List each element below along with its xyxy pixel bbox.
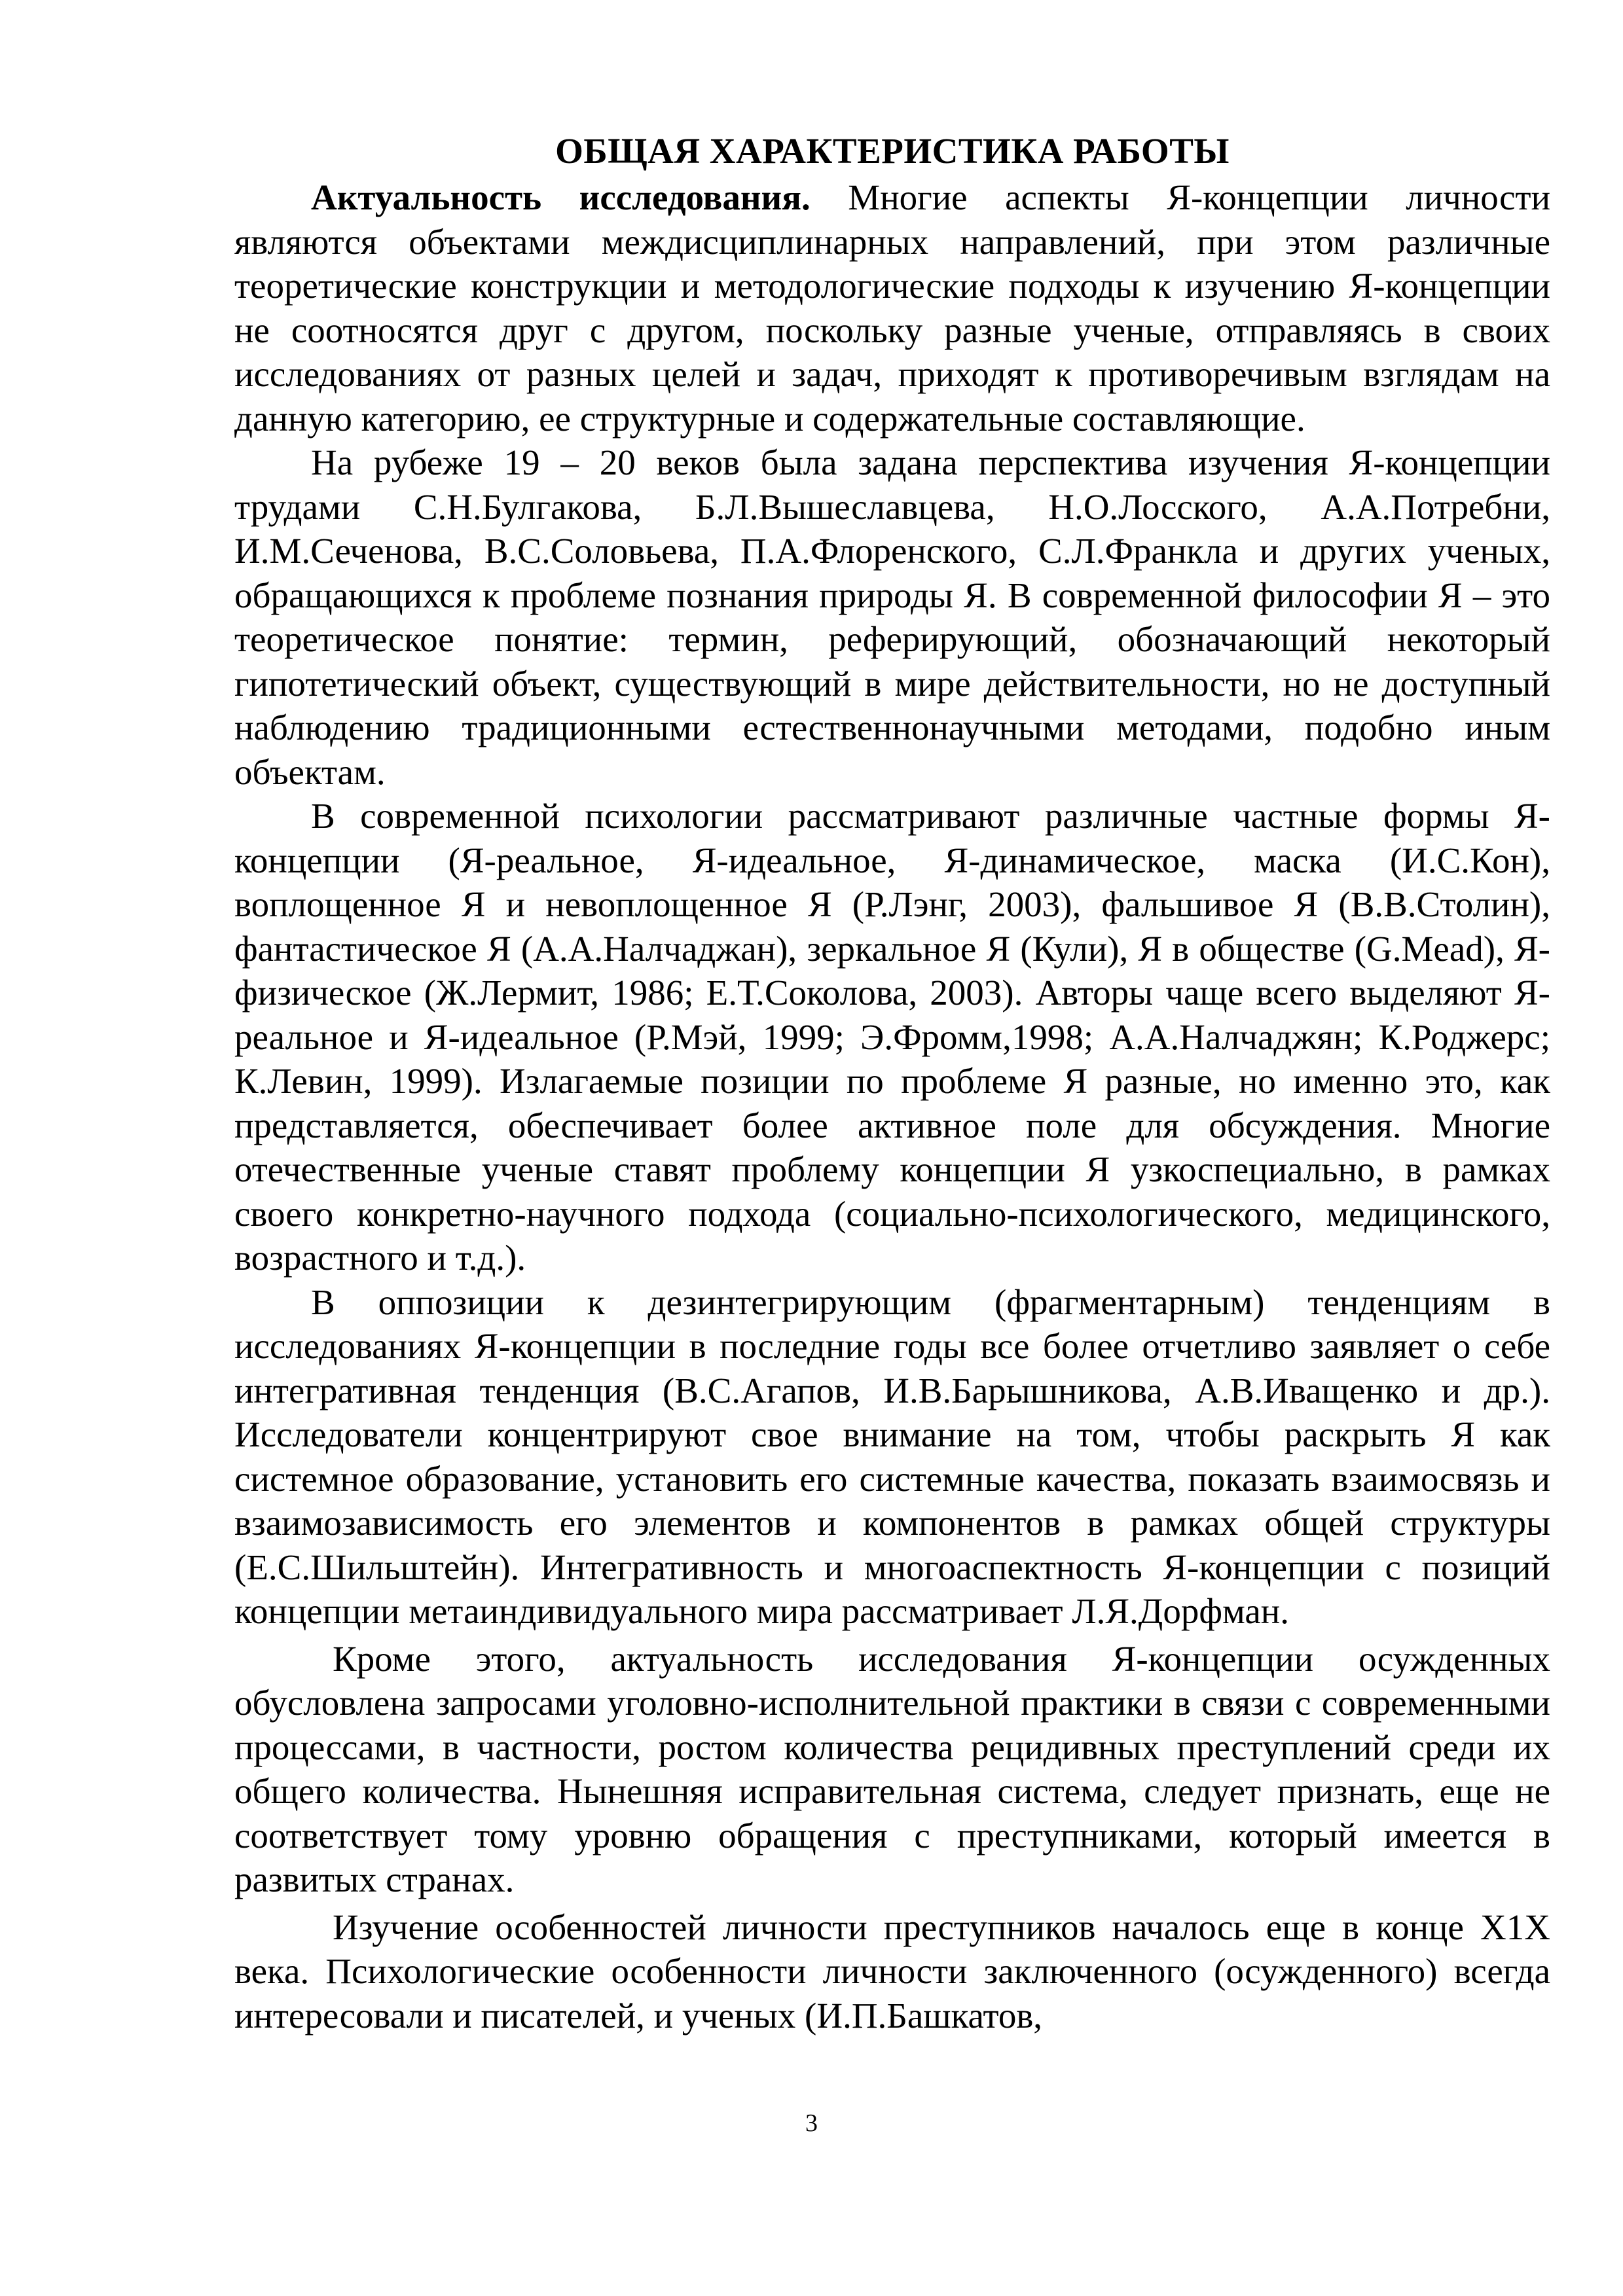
paragraph-relevance [234,175,1550,440]
paragraph-criminals: Изучение особенностей личности преступников началось еще в конце Х1Х века. Психологические особенности личности заключенного (осужденного) всегда интересовали и писателей, и ученых (И.П.Башкатов, [234,1907,1550,2036]
paragraph-lead: Актуальность исследования. [311,177,811,217]
page-content [234,128,1550,2037]
paragraph-integrative: В оппозиции к дезинтегрирующим (фрагментарным) тенденциям в исследованиях Я-концепции в последние годы все более отчетливо заявляет о себе интегративная тенденция (В.С.Агапов, И.В.Барышникова, А.В.Иващенко и др.). Исследователи концентрируют свое внимание на том, чтобы раскрыть Я как системное образование, установить его системные качества, показать взаимосвязь и взаимозависимость его элементов и компонентов в рамках общей структуры (Е.С.Шильштейн). Интегративность и многоаспектность Я-концепции с позиций концепции метаиндивидуального мира рассматривает Л.Я.Дорфман. [234,1282,1550,1631]
page-title: ОБЩАЯ ХАРАКТЕРИСТИКА РАБОТЫ [555,131,1230,171]
paragraph-history: На рубеже 19 – 20 веков была задана перспектива изучения Я-концепции трудами С.Н.Булгакова, Б.Л.Вышеславцева, Н.О.Лосского, А.А.Потребни, И.М.Сеченова, В.С.Соловьева, П.А.Флоренского, С.Л.Франкла и других ученых, обращающихся к проблеме познания природы Я. В современной философии Я – это теоретическое понятие: термин, реферирующий, обозначающий некоторый гипотетический объект, существующий в мире действительности, но не доступный наблюдению традиционными естественнонаучными методами, подобно иным объектам. [234,442,1550,792]
paragraph-practice: Кроме этого, актуальность исследования Я-концепции осужденных обусловлена запросами уголовно-исполнительной практики в связи с современными процессами, в частности, ростом количества рецидивных преступлений среди их общего количества. Нынешняя исправительная система, следует признать, еще не соответствует тому уровню обращения с преступниками, который имеется в развитых странах. [234,1638,1550,1899]
page-number: 3 [805,2109,818,2137]
paragraph-text: Многие аспекты Я-концепции личности являются объектами междисциплинарных направлений, при этом различные теоретические конструкции и методологические подходы к изучению Я-концепции не соотносятся друг с другом, поскольку разные ученые, отправляясь в своих исследованиях от разных целей и задач, приходят к противоречивым взглядам на данную категорию, ее структурные и содержательные составляющие. [234,177,1550,439]
paragraph-psychology: В современной психологии рассматривают различные частные формы Я-концепции (Я-реальное, Я-идеальное, Я-динамическое, маска (И.С.Кон), воплощенное Я и невоплощенное Я (Р.Лэнг, 2003), фальшивое Я (В.В.Столин), фантастическое Я (А.А.Налчаджан), зеркальное Я (Кули), Я в обществе (G.Mead), Я-физическое (Ж.Лермит, 1986; Е.Т.Соколова, 2003). Авторы чаще всего выделяют Я-реальное и Я-идеальное (Р.Мэй, 1999; Э.Фромм,1998; А.А.Налчаджян; К.Роджерс; К.Левин, 1999). Излагаемые позиции по проблеме Я разные, но именно это, как представляется, обеспечивает более активное поле для обсуждения. Многие отечественные ученые ставят проблему концепции Я узкоспециально, в рамках своего конкретно-научного подхода (социально-психологического, медицинского, возрастного и т.д.). [234,796,1550,1278]
